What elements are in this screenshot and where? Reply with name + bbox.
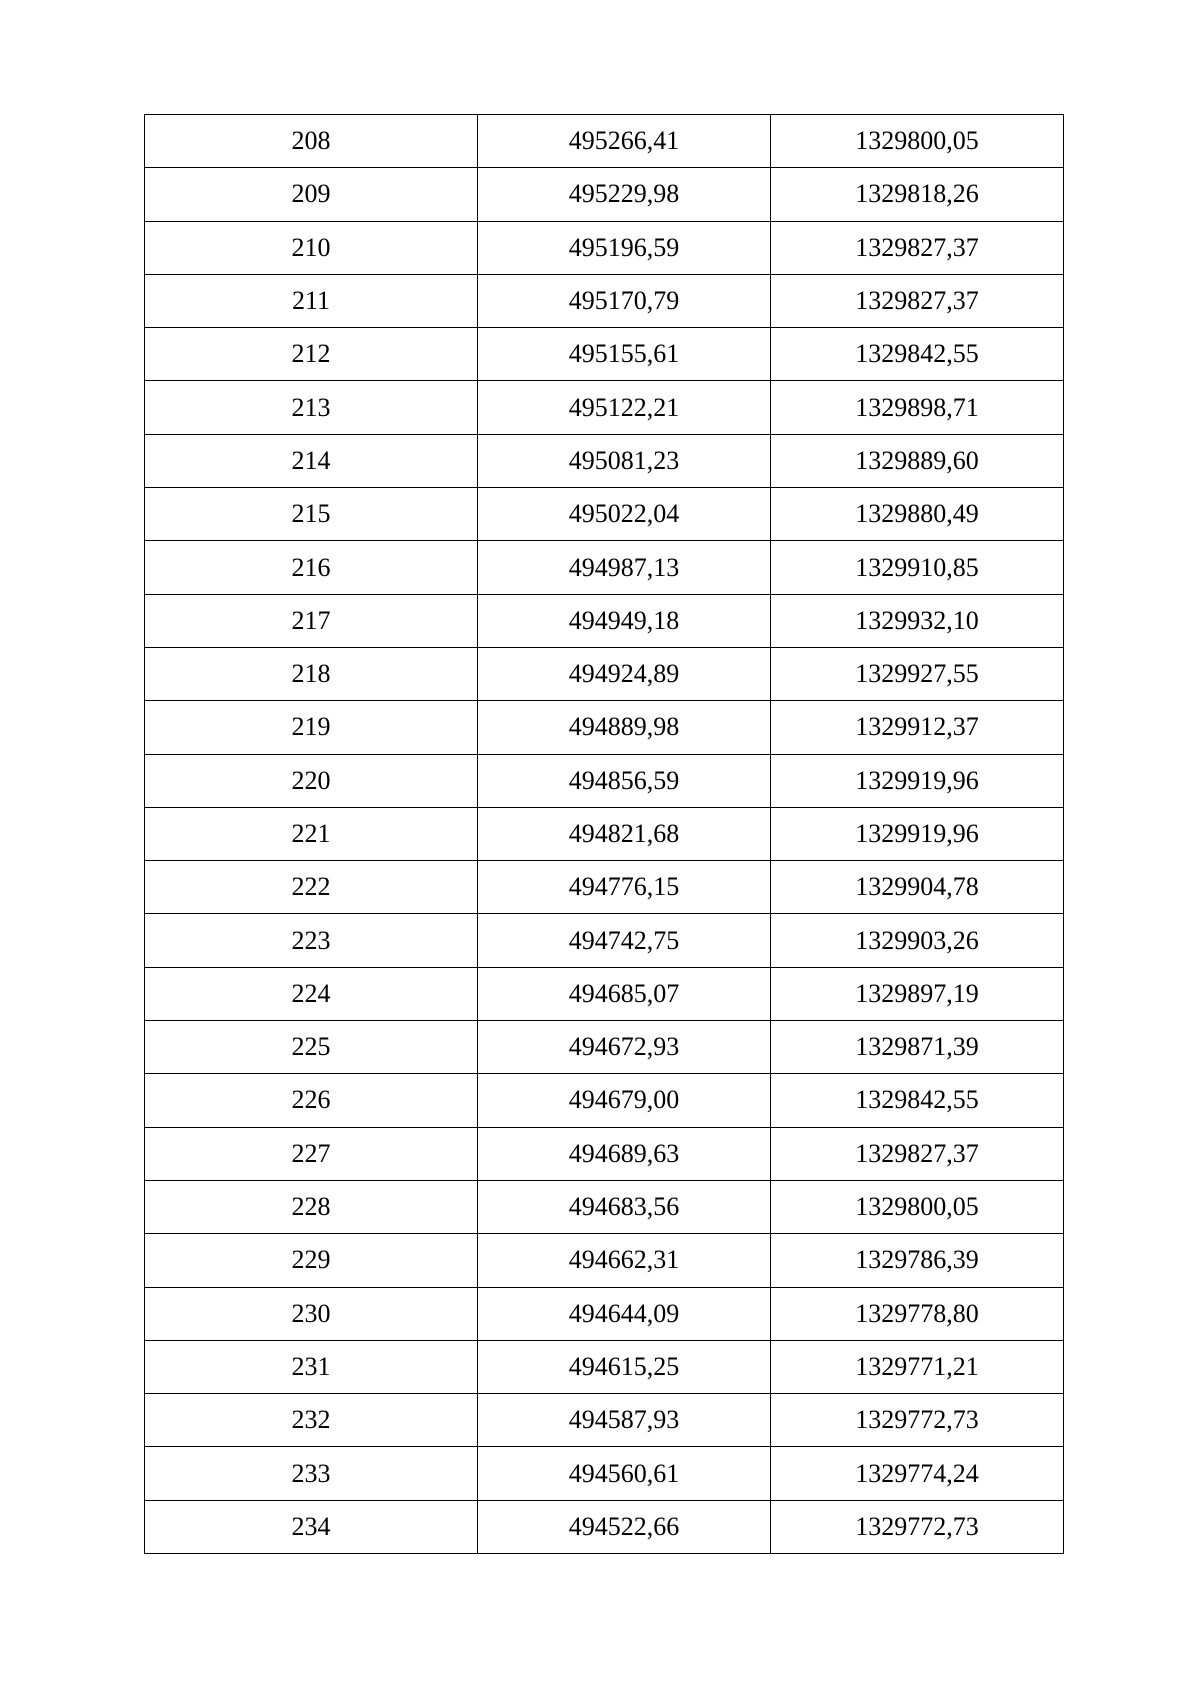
table-row xyxy=(145,1394,1064,1447)
point-number-cell: 224 xyxy=(145,967,478,1020)
x-coordinate-cell: 494679,00 xyxy=(478,1074,771,1127)
table-row xyxy=(145,1500,1064,1553)
table-row xyxy=(145,1447,1064,1500)
table-row xyxy=(145,1074,1064,1127)
point-number-cell: 225 xyxy=(145,1021,478,1074)
y-coordinate-cell: 1329889,60 xyxy=(771,434,1064,487)
table-row xyxy=(145,168,1064,221)
point-number-cell: 226 xyxy=(145,1074,478,1127)
x-coordinate-cell: 494924,89 xyxy=(478,647,771,700)
point-number-cell: 231 xyxy=(145,1340,478,1393)
y-coordinate-cell: 1329910,85 xyxy=(771,541,1064,594)
point-number-cell: 230 xyxy=(145,1287,478,1340)
y-coordinate-cell: 1329912,37 xyxy=(771,701,1064,754)
point-number-cell: 232 xyxy=(145,1394,478,1447)
y-coordinate-cell: 1329772,73 xyxy=(771,1500,1064,1553)
point-number-cell: 227 xyxy=(145,1127,478,1180)
y-coordinate-cell: 1329800,05 xyxy=(771,1180,1064,1233)
point-number-cell: 212 xyxy=(145,328,478,381)
point-number-cell: 215 xyxy=(145,488,478,541)
point-number-cell: 233 xyxy=(145,1447,478,1500)
y-coordinate-cell: 1329842,55 xyxy=(771,1074,1064,1127)
point-number-cell: 209 xyxy=(145,168,478,221)
table-row xyxy=(145,381,1064,434)
y-coordinate-cell: 1329827,37 xyxy=(771,221,1064,274)
y-coordinate-cell: 1329786,39 xyxy=(771,1234,1064,1287)
x-coordinate-cell: 494685,07 xyxy=(478,967,771,1020)
coordinates-table-body xyxy=(145,115,1064,1554)
y-coordinate-cell: 1329932,10 xyxy=(771,594,1064,647)
point-number-cell: 223 xyxy=(145,914,478,967)
y-coordinate-cell: 1329818,26 xyxy=(771,168,1064,221)
table-row xyxy=(145,488,1064,541)
y-coordinate-cell: 1329919,96 xyxy=(771,807,1064,860)
y-coordinate-cell: 1329778,80 xyxy=(771,1287,1064,1340)
table-row xyxy=(145,1021,1064,1074)
point-number-cell: 234 xyxy=(145,1500,478,1553)
table-row xyxy=(145,541,1064,594)
x-coordinate-cell: 495170,79 xyxy=(478,274,771,327)
x-coordinate-cell: 495122,21 xyxy=(478,381,771,434)
x-coordinate-cell: 494522,66 xyxy=(478,1500,771,1553)
point-number-cell: 208 xyxy=(145,115,478,168)
table-row xyxy=(145,434,1064,487)
table-row xyxy=(145,594,1064,647)
x-coordinate-cell: 494987,13 xyxy=(478,541,771,594)
table-row xyxy=(145,914,1064,967)
x-coordinate-cell: 494672,93 xyxy=(478,1021,771,1074)
x-coordinate-cell: 494615,25 xyxy=(478,1340,771,1393)
point-number-cell: 221 xyxy=(145,807,478,860)
coordinates-table xyxy=(144,114,1064,1554)
y-coordinate-cell: 1329927,55 xyxy=(771,647,1064,700)
x-coordinate-cell: 494662,31 xyxy=(478,1234,771,1287)
y-coordinate-cell: 1329771,21 xyxy=(771,1340,1064,1393)
y-coordinate-cell: 1329800,05 xyxy=(771,115,1064,168)
x-coordinate-cell: 495266,41 xyxy=(478,115,771,168)
y-coordinate-cell: 1329904,78 xyxy=(771,861,1064,914)
point-number-cell: 228 xyxy=(145,1180,478,1233)
x-coordinate-cell: 494587,93 xyxy=(478,1394,771,1447)
x-coordinate-cell: 494821,68 xyxy=(478,807,771,860)
x-coordinate-cell: 494683,56 xyxy=(478,1180,771,1233)
table-row xyxy=(145,1180,1064,1233)
point-number-cell: 217 xyxy=(145,594,478,647)
table-row xyxy=(145,274,1064,327)
y-coordinate-cell: 1329880,49 xyxy=(771,488,1064,541)
table-row xyxy=(145,701,1064,754)
y-coordinate-cell: 1329774,24 xyxy=(771,1447,1064,1500)
x-coordinate-cell: 494644,09 xyxy=(478,1287,771,1340)
x-coordinate-cell: 494889,98 xyxy=(478,701,771,754)
y-coordinate-cell: 1329871,39 xyxy=(771,1021,1064,1074)
y-coordinate-cell: 1329827,37 xyxy=(771,1127,1064,1180)
table-row xyxy=(145,1127,1064,1180)
table-row xyxy=(145,967,1064,1020)
point-number-cell: 229 xyxy=(145,1234,478,1287)
table-row xyxy=(145,1234,1064,1287)
table-row xyxy=(145,1340,1064,1393)
x-coordinate-cell: 494742,75 xyxy=(478,914,771,967)
x-coordinate-cell: 494776,15 xyxy=(478,861,771,914)
point-number-cell: 211 xyxy=(145,274,478,327)
x-coordinate-cell: 494949,18 xyxy=(478,594,771,647)
y-coordinate-cell: 1329827,37 xyxy=(771,274,1064,327)
point-number-cell: 222 xyxy=(145,861,478,914)
table-row xyxy=(145,647,1064,700)
point-number-cell: 213 xyxy=(145,381,478,434)
point-number-cell: 219 xyxy=(145,701,478,754)
table-row xyxy=(145,861,1064,914)
y-coordinate-cell: 1329903,26 xyxy=(771,914,1064,967)
table-row xyxy=(145,328,1064,381)
table-row xyxy=(145,115,1064,168)
table-row xyxy=(145,1287,1064,1340)
point-number-cell: 214 xyxy=(145,434,478,487)
x-coordinate-cell: 495229,98 xyxy=(478,168,771,221)
y-coordinate-cell: 1329842,55 xyxy=(771,328,1064,381)
x-coordinate-cell: 495081,23 xyxy=(478,434,771,487)
x-coordinate-cell: 494856,59 xyxy=(478,754,771,807)
point-number-cell: 216 xyxy=(145,541,478,594)
table-row xyxy=(145,754,1064,807)
x-coordinate-cell: 495022,04 xyxy=(478,488,771,541)
x-coordinate-cell: 494560,61 xyxy=(478,1447,771,1500)
point-number-cell: 210 xyxy=(145,221,478,274)
x-coordinate-cell: 494689,63 xyxy=(478,1127,771,1180)
point-number-cell: 220 xyxy=(145,754,478,807)
x-coordinate-cell: 495196,59 xyxy=(478,221,771,274)
table-row xyxy=(145,807,1064,860)
y-coordinate-cell: 1329772,73 xyxy=(771,1394,1064,1447)
y-coordinate-cell: 1329919,96 xyxy=(771,754,1064,807)
y-coordinate-cell: 1329897,19 xyxy=(771,967,1064,1020)
point-number-cell: 218 xyxy=(145,647,478,700)
x-coordinate-cell: 495155,61 xyxy=(478,328,771,381)
table-row xyxy=(145,221,1064,274)
y-coordinate-cell: 1329898,71 xyxy=(771,381,1064,434)
